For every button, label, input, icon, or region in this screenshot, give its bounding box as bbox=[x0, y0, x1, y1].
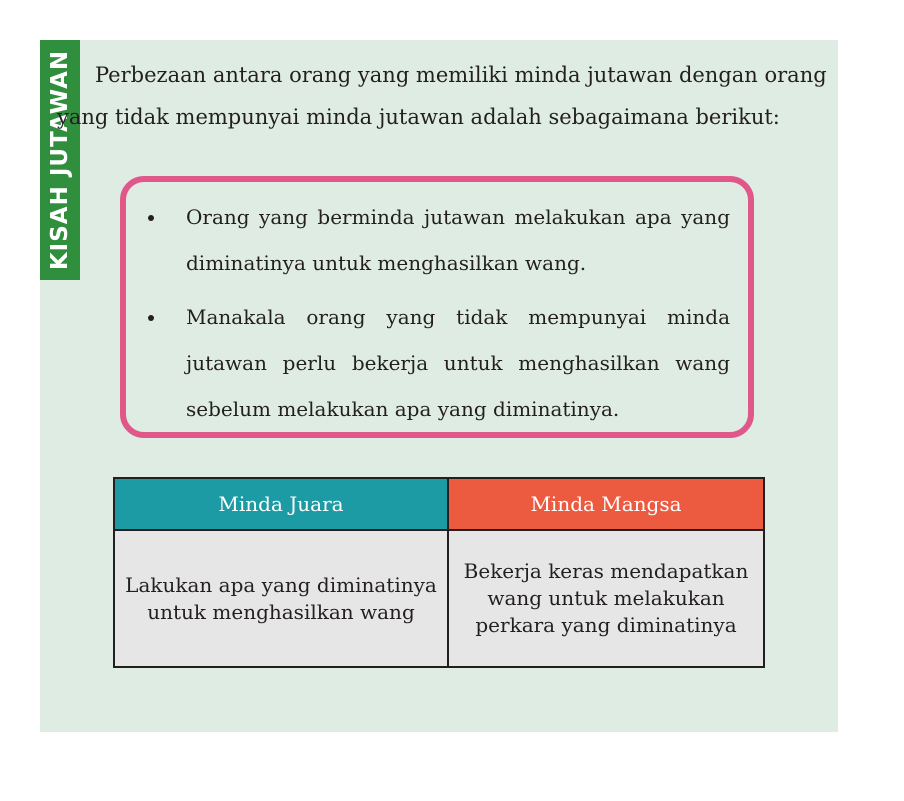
bullet-list bbox=[126, 194, 748, 432]
intro-paragraph: Perbezaan antara orang yang memiliki minda jutawan dengan orang yang tidak mempunyai minda jutawan adalah sebagaimana berikut: bbox=[57, 63, 827, 129]
bullet-item bbox=[126, 194, 748, 286]
bullet-dot-icon bbox=[148, 315, 154, 321]
bullet-item bbox=[126, 294, 748, 432]
table-header-row bbox=[114, 478, 764, 530]
comparison-table bbox=[113, 477, 765, 668]
table-row bbox=[114, 530, 764, 667]
header-minda-juara: Minda Juara bbox=[114, 478, 448, 530]
header-minda-mangsa: Minda Mangsa bbox=[448, 478, 764, 530]
bullet-dot-icon bbox=[148, 215, 154, 221]
cell-minda-mangsa: Bekerja keras mendapatkan wang untuk melakukan perkara yang diminatinya bbox=[448, 530, 764, 667]
page bbox=[40, 40, 838, 732]
bullet-text: Manakala orang yang tidak mempunyai minda jutawan perlu bekerja untuk menghasilkan wang sebelum melakukan apa yang diminatinya. bbox=[186, 305, 730, 421]
bullet-text: Orang yang berminda jutawan melakukan apa yang diminatinya untuk menghasilkan wang. bbox=[186, 205, 730, 275]
callout-box bbox=[120, 176, 754, 438]
side-tab-label: KISAH JUTAWAN bbox=[47, 49, 74, 271]
cell-minda-juara: Lakukan apa yang diminatinya untuk menghasilkan wang bbox=[114, 530, 448, 667]
